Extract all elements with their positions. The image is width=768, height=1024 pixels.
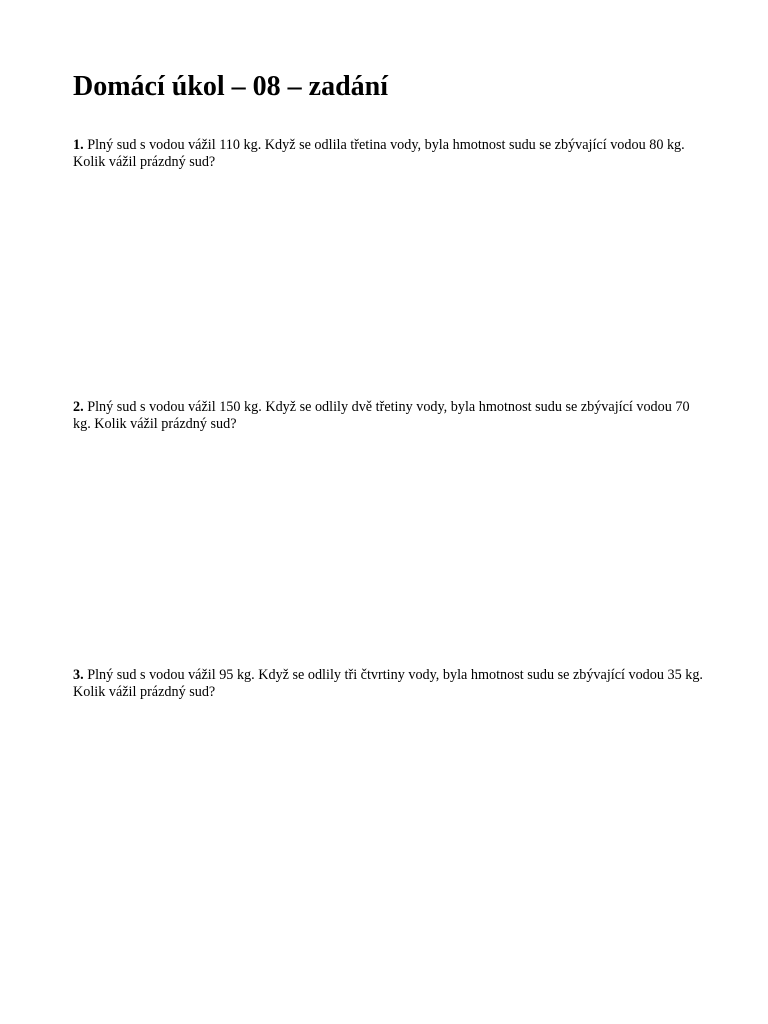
problem-1-text: Plný sud s vodou vážil 110 kg. Když se odlila třetina vody, byla hmotnost sudu se zbývající vodou 80 kg. Kolik vážil prázdný sud? (73, 137, 685, 170)
problem-3-number: 3. (73, 667, 84, 683)
problem-3 (73, 667, 703, 701)
page-title: Domácí úkol – 08 – zadání (73, 71, 389, 102)
problem-2-text: Plný sud s vodou vážil 150 kg. Když se odlily dvě třetiny vody, byla hmotnost sudu se zbývající vodou 70 kg. Kolik vážil prázdný sud? (73, 399, 690, 432)
problem-2-number: 2. (73, 399, 84, 415)
problem-2 (73, 399, 703, 433)
problem-3-text: Plný sud s vodou vážil 95 kg. Když se odlily tři čtvrtiny vody, byla hmotnost sudu se zbývající vodou 35 kg. Kolik vážil prázdný sud? (73, 667, 703, 700)
problem-1 (73, 137, 703, 171)
problem-1-number: 1. (73, 137, 84, 153)
